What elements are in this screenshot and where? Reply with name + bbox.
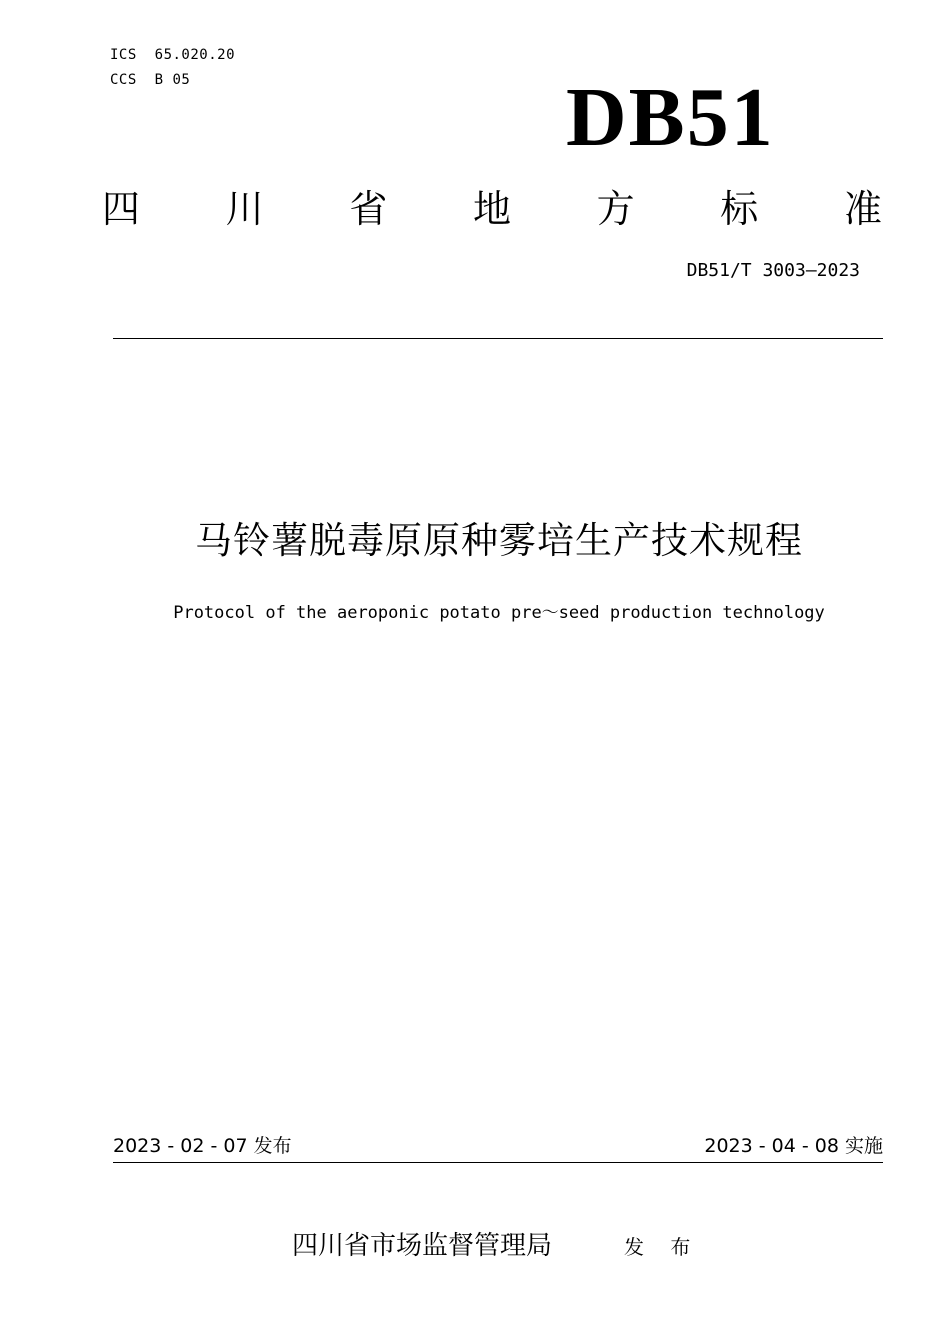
standard-type-char: 准 bbox=[843, 187, 882, 231]
ics-code: ICS 65.020.20 bbox=[110, 47, 236, 63]
bottom-divider bbox=[113, 1162, 883, 1163]
standard-type-char: 地 bbox=[472, 187, 511, 231]
document-title-chinese: 马铃薯脱毒原原种雾培生产技术规程 bbox=[195, 519, 803, 562]
standard-type-char: 川 bbox=[225, 187, 264, 231]
standard-type-char: 四 bbox=[102, 187, 141, 231]
standard-type-char: 省 bbox=[349, 187, 388, 231]
issue-date: 2023 - 02 - 07 发布 bbox=[113, 1135, 292, 1157]
standard-number: DB51/T 3003—2023 bbox=[686, 260, 860, 281]
publisher-name: 四川省市场监督管理局 bbox=[292, 1231, 553, 1261]
implementation-date: 2023 - 04 - 08 实施 bbox=[704, 1135, 883, 1157]
document-title-english: Protocol of the aeroponic potato pre～seed production technology bbox=[173, 603, 825, 623]
db51-logo: DB51 bbox=[566, 71, 775, 164]
standard-type-char: 标 bbox=[720, 187, 759, 231]
ccs-code: CCS B 05 bbox=[110, 72, 191, 88]
standard-type-heading bbox=[102, 184, 882, 234]
publish-label: 发 布 bbox=[624, 1235, 701, 1259]
standard-type-char: 方 bbox=[596, 187, 635, 231]
top-divider bbox=[113, 338, 883, 339]
